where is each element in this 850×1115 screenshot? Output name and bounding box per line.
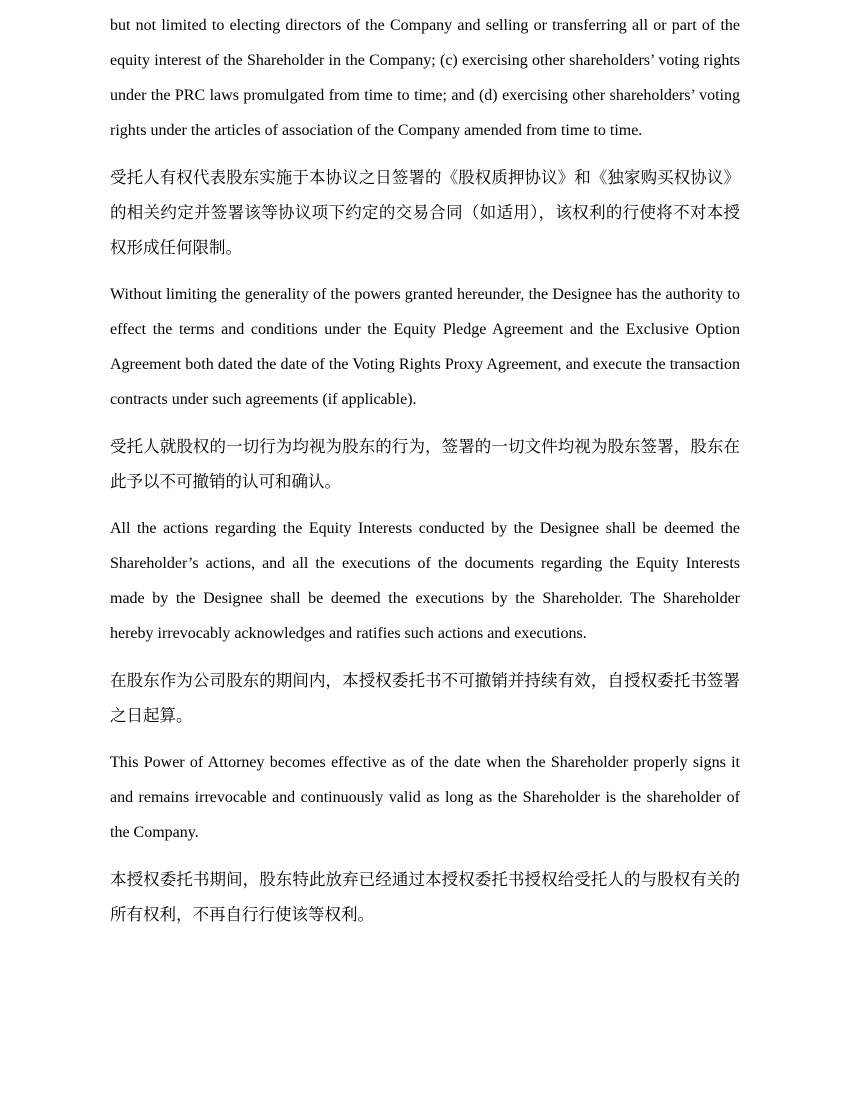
paragraph-chinese-2: 受托人就股权的一切行为均视为股东的行为，签署的一切文件均视为股东签署，股东在此予以不可撤销的认可和确认。 xyxy=(110,437,740,491)
paragraph-chinese-3: 在股东作为公司股东的期间内，本授权委托书不可撤销并持续有效，自授权委托书签署之日起算。 xyxy=(110,671,740,725)
paragraph-english-3: All the actions regarding the Equity Interests conducted by the Designee shall be deemed the Shareholder’s actions, and all the executions of the documents regarding the Equity Interests made by the Designee shall be deemed the executions by the Shareholder. The Shareholder hereby irrevocably acknowledges and ratifies such actions and executions. xyxy=(110,520,740,642)
paragraph-english-1: but not limited to electing directors of the Company and selling or transferring all or part of the equity interest of the Shareholder in the Company; (c) exercising other shareholders’ voting rights under the PRC laws promulgated from time to time; and (d) exercising other shareholders’ voting rights under the articles of association of the Company amended from time to time. xyxy=(110,17,740,139)
document-body xyxy=(110,8,740,932)
paragraph-chinese-1: 受托人有权代表股东实施于本协议之日签署的《股权质押协议》和《独家购买权协议》的相关约定并签署该等协议项下约定的交易合同（如适用），该权利的行使将不对本授权形成任何限制。 xyxy=(110,168,740,257)
paragraph-chinese-4: 本授权委托书期间，股东特此放弃已经通过本授权委托书授权给受托人的与股权有关的所有权利，不再自行行使该等权利。 xyxy=(110,870,740,924)
paragraph-english-4: This Power of Attorney becomes effective as of the date when the Shareholder properly signs it and remains irrevocable and continuously valid as long as the Shareholder is the shareholder of the Company. xyxy=(110,754,740,841)
paragraph-english-2: Without limiting the generality of the powers granted hereunder, the Designee has the authority to effect the terms and conditions under the Equity Pledge Agreement and the Exclusive Option Agreement both dated the date of the Voting Rights Proxy Agreement, and execute the transaction contracts under such agreements (if applicable). xyxy=(110,286,740,408)
